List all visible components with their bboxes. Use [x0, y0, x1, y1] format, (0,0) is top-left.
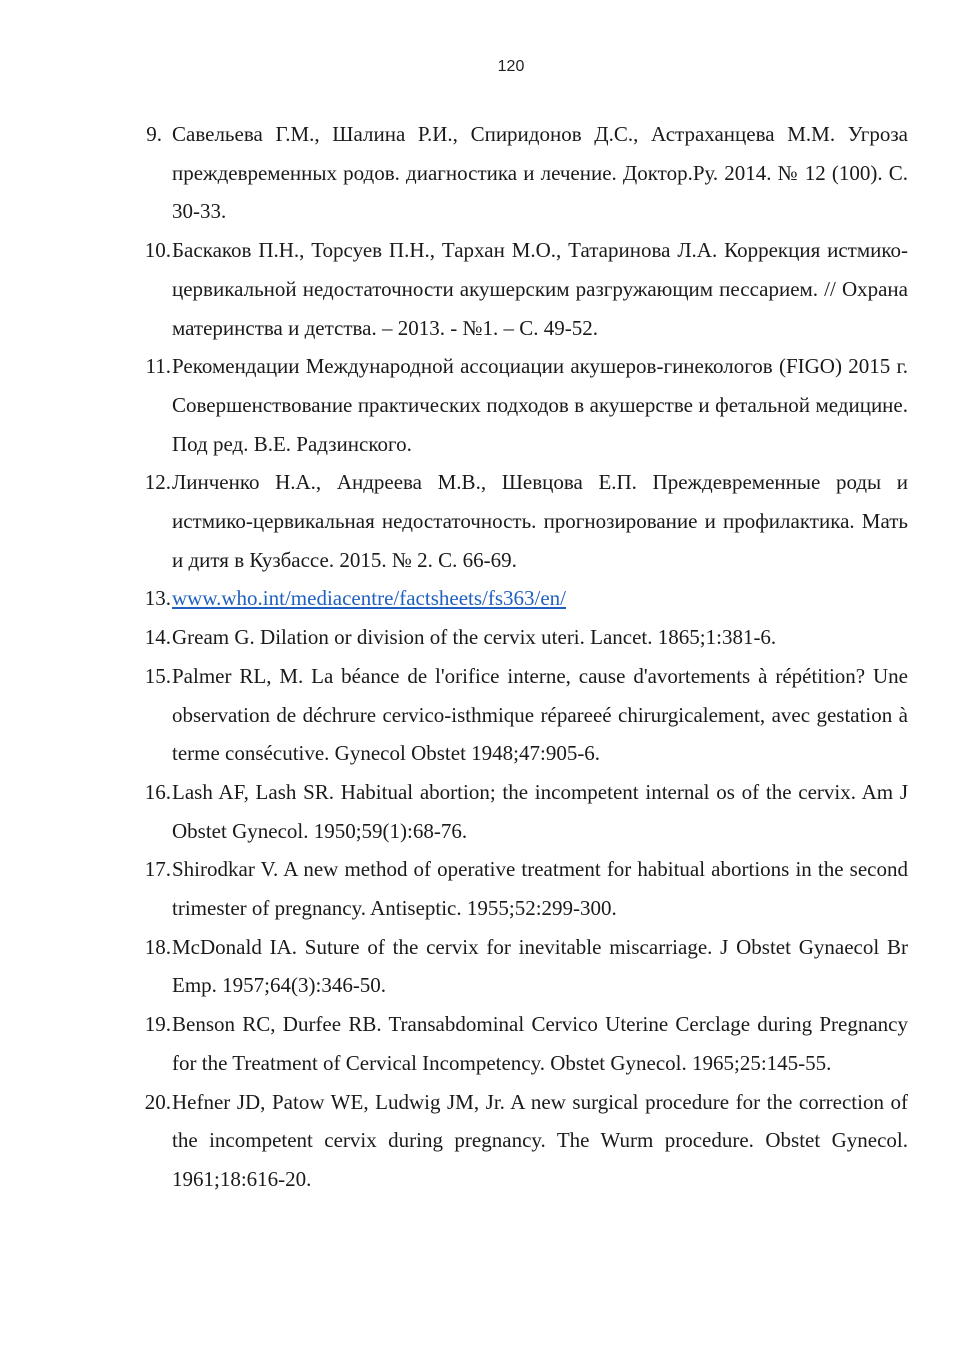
- list-item: [0, 579, 908, 618]
- reference-number: 18.: [144, 934, 171, 959]
- reference-text: Shirodkar V. A new method of operative treatment for habitual abortions in the second trimester of pregnancy. Antiseptic. 1955;52:299-300.: [172, 857, 908, 921]
- list-item: [0, 657, 908, 773]
- reference-text: Lash AF, Lash SR. Habitual abortion; the incompetent internal os of the cervix. Am J Obstet Gynecol. 1950;59(1):68-76.: [172, 779, 908, 843]
- list-item: [0, 618, 908, 657]
- reference-number: 16.: [144, 779, 171, 804]
- reference-number: 13.: [144, 586, 171, 611]
- list-item: [0, 231, 908, 347]
- list-item: [0, 1083, 908, 1199]
- list-item: [0, 1005, 908, 1082]
- reference-number: 11.: [145, 354, 171, 379]
- reference-list: [0, 115, 954, 1199]
- reference-text: Рекомендации Международной ассоциации акушеров-гинекологов (FIGO) 2015 г. Совершенствование практических подходов в акушерстве и фетальной медицине. Под ред. В.Е. Радзинского.: [172, 354, 908, 456]
- list-item: [0, 463, 908, 579]
- reference-link[interactable]: www.who.int/mediacentre/factsheets/fs363/en/: [172, 586, 567, 611]
- page-number: 120: [497, 58, 525, 75]
- list-item: [0, 850, 908, 927]
- reference-text: Gream G. Dilation or division of the cervix uteri. Lancet. 1865;1:381-6.: [172, 625, 777, 650]
- reference-number: 20.: [144, 1089, 171, 1114]
- reference-number: 17.: [144, 857, 171, 882]
- reference-number: 10.: [144, 238, 171, 263]
- list-item: [0, 347, 908, 463]
- list-item: [0, 115, 908, 231]
- reference-number: 14.: [144, 625, 171, 650]
- reference-text: [172, 579, 908, 618]
- list-item: [0, 773, 908, 850]
- reference-number: 12.: [144, 470, 171, 495]
- reference-number: 19.: [144, 1012, 171, 1037]
- reference-number: 15.: [144, 663, 171, 688]
- reference-text: Palmer RL, M. La béance de l'orifice interne, cause d'avortements à répétition? Une observation de déchrure cervico-isthmique répareeé chirurgicalement, avec gestation à terme consécutive. Gynecol Obstet 1948;47:905-6.: [172, 663, 908, 766]
- reference-text: Баскаков П.Н., Торсуев П.Н., Тархан М.О., Татаринова Л.А. Коррекция истмико-цервикальной недостаточности акушерским разгружающим пессарием. // Охрана материнства и детства. – 2013. - №1. – С. 49-52.: [172, 238, 908, 340]
- reference-number: 9.: [146, 122, 162, 146]
- reference-text: Линченко Н.А., Андреева М.В., Шевцова Е.П. Преждевременные роды и истмико-цервикальная недостаточность. прогнозирование и профилактика. Мать и дитя в Кузбассе. 2015. № 2. С. 66-69.: [172, 470, 908, 572]
- reference-text: Hefner JD, Patow WE, Ludwig JM, Jr. A new surgical procedure for the correction of the incompetent cervix during pregnancy. The Wurm procedure. Obstet Gynecol. 1961;18:616-20.: [172, 1089, 908, 1191]
- reference-text: Benson RC, Durfee RB. Transabdominal Cervico Uterine Cerclage during Pregnancy for the Treatment of Cervical Incompetency. Obstet Gynecol. 1965;25:145-55.: [172, 1012, 908, 1075]
- list-item: [0, 928, 908, 1005]
- reference-text: Савельева Г.М., Шалина Р.И., Спиридонов Д.С., Астраханцева М.М. Угроза преждевременных родов. диагностика и лечение. Доктор.Ру. 2014. № 12 (100). С. 30-33.: [172, 122, 908, 224]
- reference-text: McDonald IA. Suture of the cervix for inevitable miscarriage. J Obstet Gynaecol Br Emp. 1957;64(3):346-50.: [172, 934, 908, 998]
